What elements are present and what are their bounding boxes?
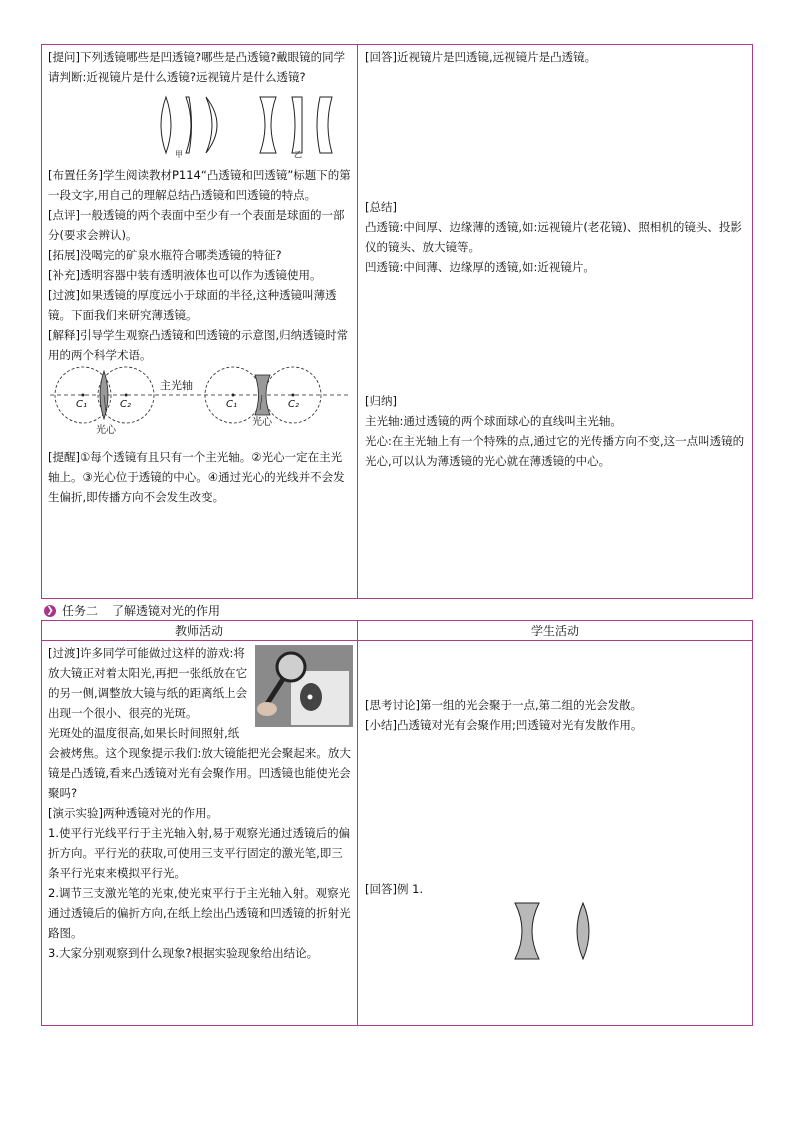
example-lenses — [365, 893, 748, 963]
summary-title: [总结] — [365, 200, 397, 214]
spot-text: 光斑处的温度很高,如果长时间照射,纸会被烤焦。这个现象提示我们:放大镜能把光会聚起来。放大镜是凸透镜,看来凸透镜对光有会聚作用。凹透镜也能使光会聚吗? — [48, 726, 351, 800]
lens-label-jia: 甲 — [175, 150, 183, 159]
lens-shapes-figure — [48, 87, 353, 155]
demo-step-3: 3.大家分别观察到什么现象?根据实验现象给出结论。 — [48, 946, 319, 960]
task2-heading — [44, 602, 220, 619]
lower-right-cell — [365, 643, 748, 963]
lens-figure — [48, 87, 353, 159]
c2-label-right: C₂ — [288, 399, 299, 410]
summary-convex: 凸透镜:中间厚、边缘薄的透镜,如:远视镜片(老花镜)、照相机的镜头、投影仪的镜头、放大镜等。 — [365, 220, 742, 254]
magnifier-photo-svg — [255, 645, 353, 727]
lens-label-yi: 乙 — [294, 150, 302, 159]
upper-left-cell — [48, 47, 353, 507]
task2-title: 了解透镜对光的作用 — [112, 604, 221, 618]
c1-label-left: C₁ — [76, 399, 87, 410]
magnifier-photo — [255, 645, 353, 727]
transition-text: [过渡]如果透镜的厚度远小于球面的半径,这种透镜叫薄透镜。下面我们来研究薄透镜。 — [48, 288, 337, 322]
task-text: [布置任务]学生阅读教材P114“凸透镜和凹透镜”标题下的第一段文字,用自己的理解总结凸透镜和凹透镜的特点。 — [48, 168, 351, 202]
lower-transition-text: [过渡]许多同学可能做过这样的游戏:将放大镜正对着太阳光,再把一张纸放在它的另一侧,调整放大镜与纸的距离纸上会出现一个很小、很亮的光斑。 — [48, 646, 248, 720]
c2-label-left: C₂ — [120, 399, 131, 410]
induction-axis: 主光轴:通过透镜的两个球面球心的直线叫主光轴。 — [365, 414, 622, 428]
extend-text: [拓展]没喝完的矿泉水瓶符合哪类透镜的特征? — [48, 248, 282, 262]
demo-step-1: 1.使平行光线平行于主光轴入射,易于观察光通过透镜后的偏折方向。平行光的获取,可使用三支平行固定的激光笔,即三条平行光束来模拟平行光。 — [48, 826, 351, 880]
supplement-text: [补充]透明容器中装有透明液体也可以作为透镜使用。 — [48, 268, 322, 282]
induction-center: 光心:在主光轴上有一个特殊的点,通过它的光传播方向不变,这一点叫透镜的光心,可以认为薄透镜的光心就在薄透镜的中心。 — [365, 434, 745, 468]
lower-header-line — [41, 640, 753, 641]
question-text: [提问]下列透镜哪些是凹透镜?哪些是凸透镜?戴眼镜的同学请判断:近视镜片是什么透镜?远视镜片是什么透镜? — [48, 50, 346, 84]
explain-text: [解释]引导学生观察凸透镜和凹透镜的示意图,归纳透镜时常用的两个科学术语。 — [48, 328, 349, 362]
task2-label: 任务二 — [62, 604, 99, 618]
lower-divider — [357, 620, 358, 1026]
induction-title: [归纳] — [365, 394, 397, 408]
answer-text: [回答]近视镜片是凹透镜,远视镜片是凸透镜。 — [365, 50, 597, 64]
comment-text: [点评]一般透镜的两个表面中至少有一个表面是球面的一部分(要求会辨认)。 — [48, 208, 345, 242]
discuss-text: [思考讨论]第一组的光会聚于一点,第二组的光会发散。 — [365, 698, 643, 712]
center-label-right: 光心 — [252, 417, 272, 428]
demo-step-2: 2.调节三支激光笔的光束,使光束平行于主光轴入射。观察光通过透镜后的偏折方向,在纸上绘出凸透镜和凹透镜的折射光路图。 — [48, 886, 351, 940]
chevron-right-icon: ❯ — [44, 605, 56, 617]
c1-label-right: C₁ — [226, 399, 237, 410]
axis-diagram-svg — [48, 365, 353, 447]
student-header: 学生活动 — [530, 624, 579, 638]
reminder-text: [提醒]①每个透镜有且只有一个主光轴。②光心一定在主光轴上。③光心位于透镜的中心。④通过光心的光线并不会发生偏折,即传播方向不会发生改变。 — [48, 450, 345, 504]
summary-concave: 凹透镜:中间薄、边缘厚的透镜,如:近视镜片。 — [365, 260, 595, 274]
teacher-header: 教师活动 — [174, 624, 223, 638]
upper-divider — [357, 44, 358, 599]
lower-left-cell — [48, 643, 353, 963]
example-answer: [回答]例 1. — [365, 882, 424, 896]
conclusion-text: [小结]凸透镜对光有会聚作用;凹透镜对光有发散作用。 — [365, 718, 643, 732]
demo-title: [演示实验]两种透镜对光的作用。 — [48, 806, 218, 820]
axis-diagram — [48, 365, 353, 447]
axis-label: 主光轴 — [160, 379, 193, 392]
upper-right-cell — [365, 47, 748, 471]
center-label-left: 光心 — [96, 425, 116, 436]
